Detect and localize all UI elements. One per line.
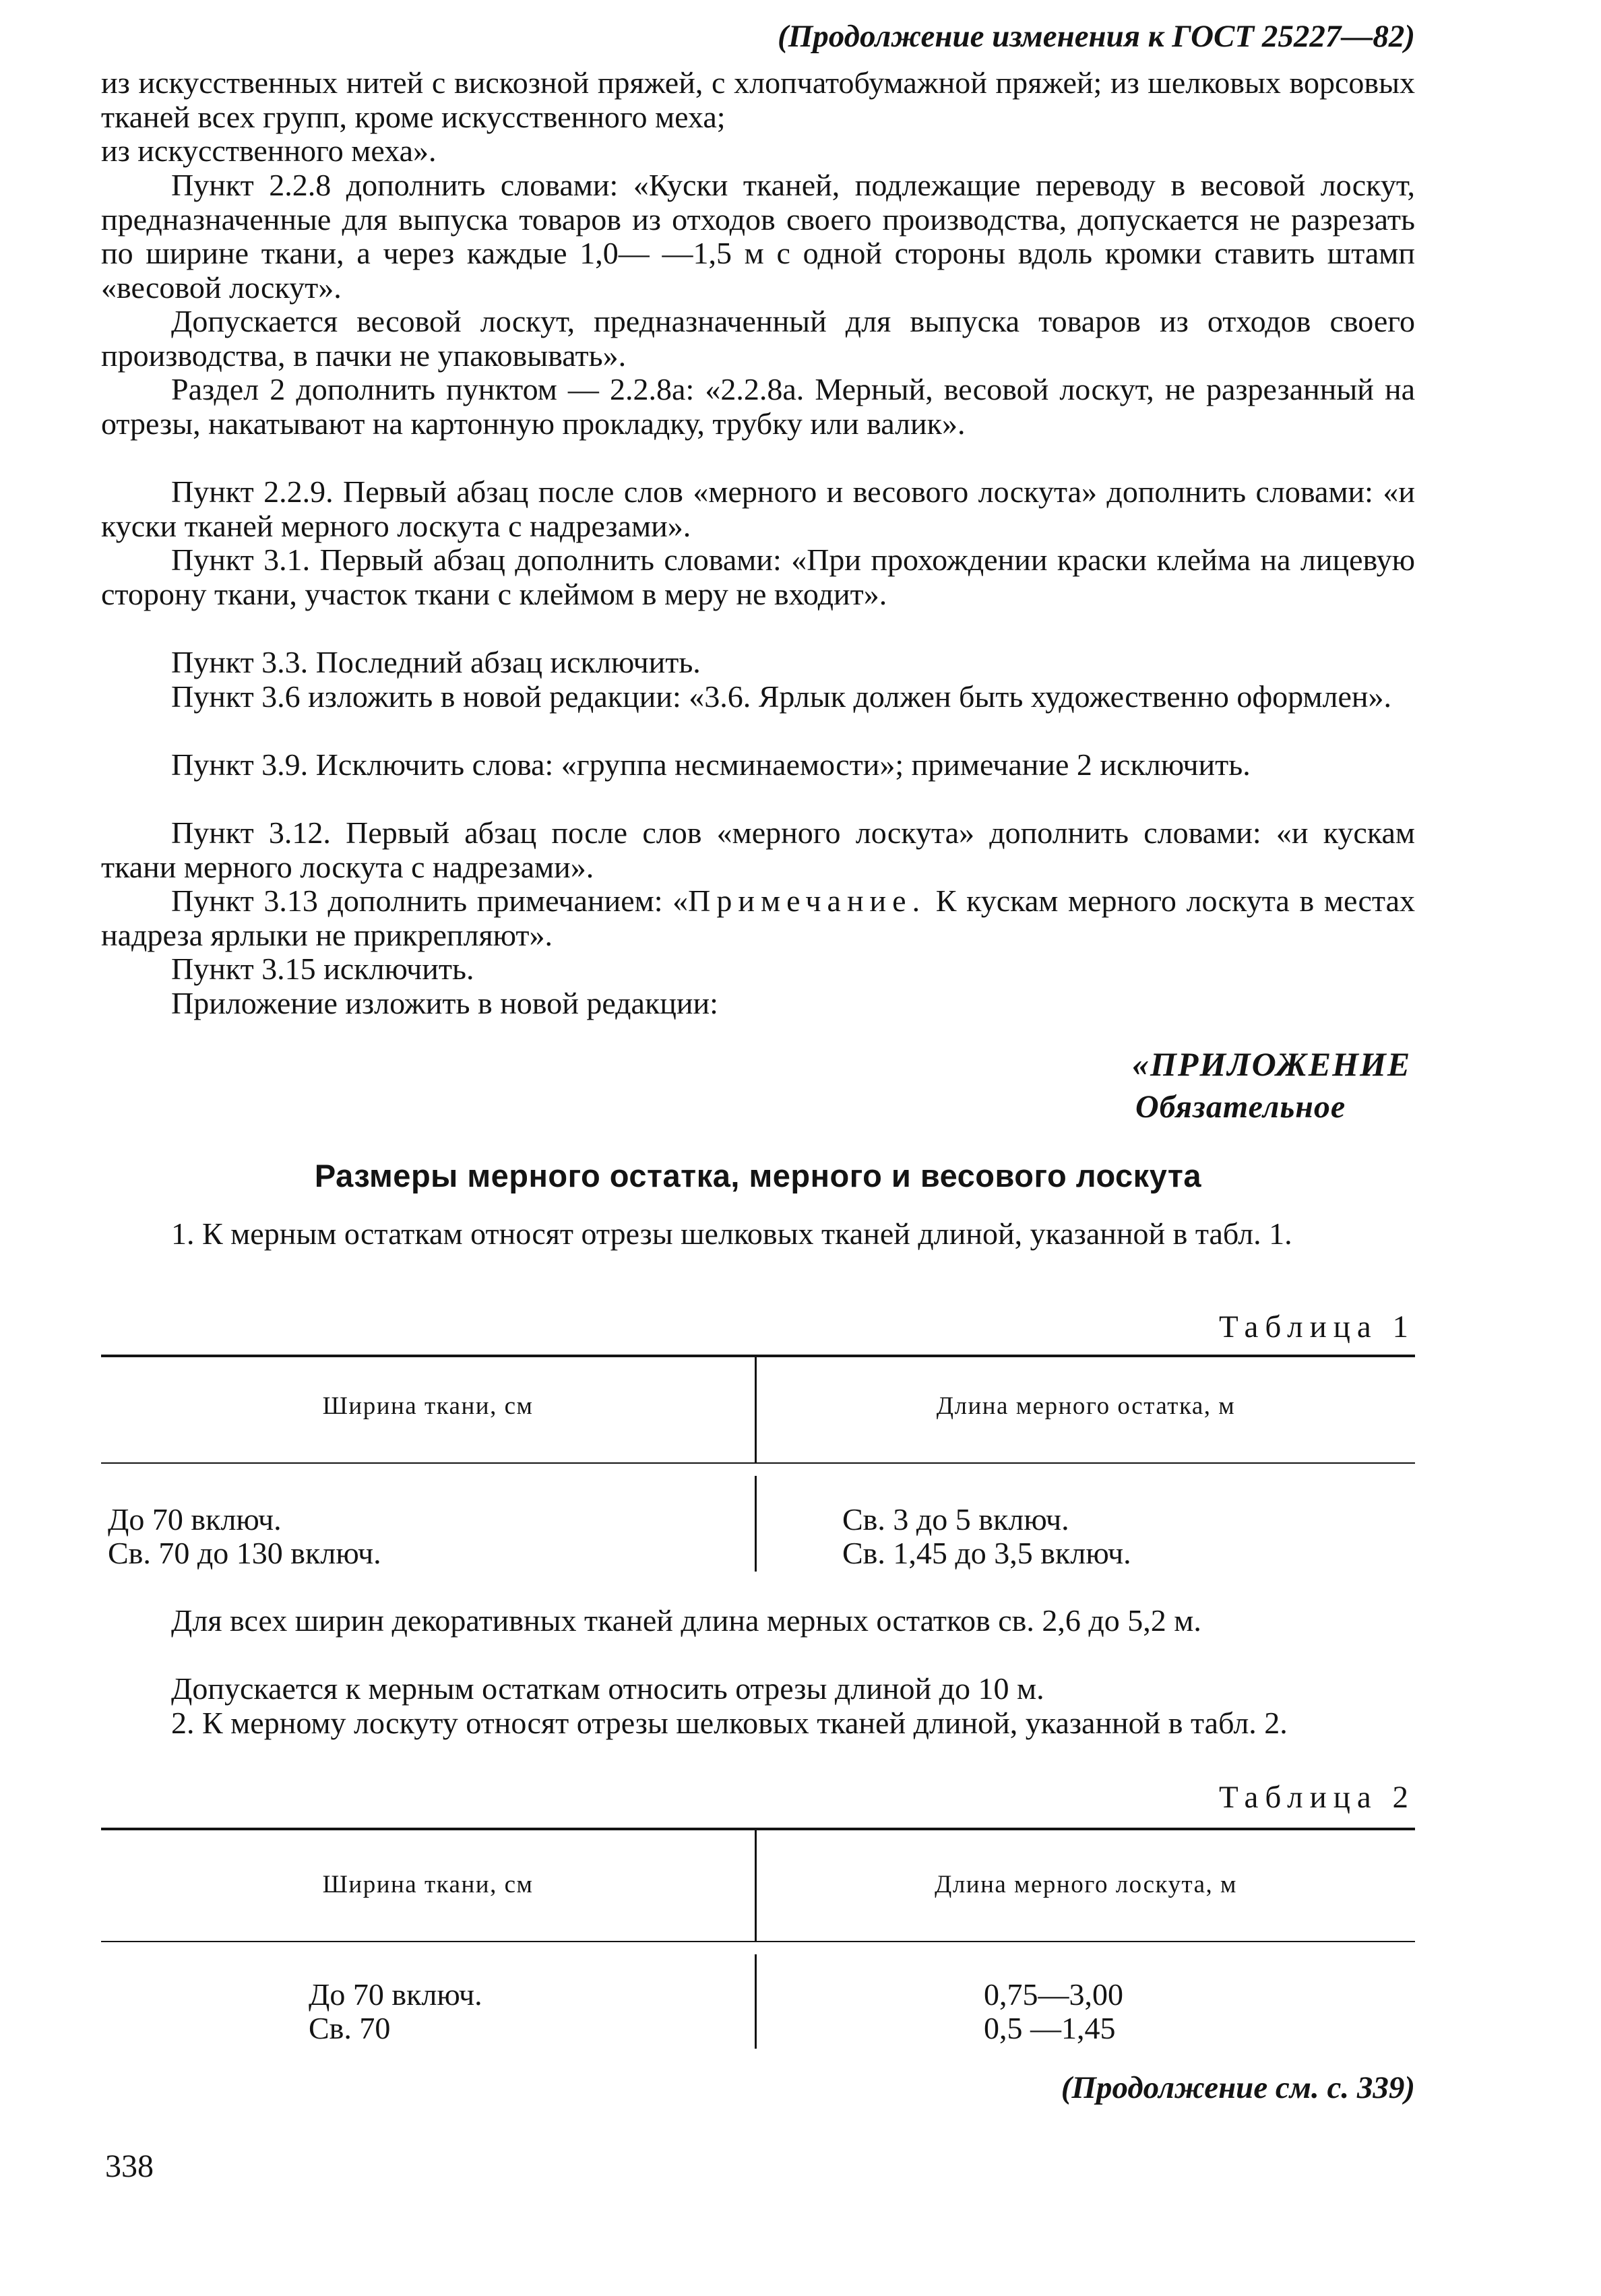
paragraph-section-2: Раздел 2 дополнить пунктом — 2.2.8а: «2.2.8а. Мерный, весовой лоскут, не разрезанный на отрезы, накатывают на картонную прокладку, трубку или валик». xyxy=(101,372,1415,441)
paragraph-2-2-8: Пункт 2.2.8 дополнить словами: «Куски тканей, подлежащие переводу в весовой лоскут, предназначенные для выпуска товаров из отходов своего производства, допускается не разрезать по ширине ткани, а через каждые 1,0— —1,5 м с одной стороны вдоль кромки ставить штамп «весовой лоскут». xyxy=(101,168,1415,305)
page-number: 338 xyxy=(105,2148,154,2184)
table-1-row-2-length: Св. 1,45 до 3,5 включ. xyxy=(842,1536,1131,1570)
paragraph-3-6: Пункт 3.6 изложить в новой редакции: «3.6. Ярлык должен быть художественно оформлен». xyxy=(171,679,1392,714)
paragraph-3-13-start: Пункт 3.13 дополнить примечанием: « xyxy=(171,883,689,918)
item-1: 1. К мерным остаткам относят отрезы шелковых тканей длиной, указанной в табл. 1. xyxy=(171,1216,1292,1251)
note-decorative: Для всех ширин декоративных тканей длина мерных остатков св. 2,6 до 5,2 м. xyxy=(171,1603,1201,1638)
item-2: 2. К мерному лоскуту относят отрезы шелковых тканей длиной, указанной в табл. 2. xyxy=(171,1706,1288,1740)
table-1-body-divider xyxy=(755,1476,757,1572)
table-1-header-rule xyxy=(101,1462,1415,1464)
table-2-top-rule xyxy=(101,1828,1415,1830)
appendix-title: Размеры мерного остатка, мерного и весового лоскута xyxy=(314,1158,1202,1193)
table-2-row-2-width: Св. 70 xyxy=(309,2011,391,2045)
table-2-row-2-length: 0,5 —1,45 xyxy=(984,2011,1116,2045)
paragraph-fabrics-list: из искусственных нитей с вискозной пряжей, с хлопчатобумажной пряжей; из шелковых ворсовых тканей всех групп, кроме искусственного меха; xyxy=(101,65,1415,134)
paragraph-3-15: Пункт 3.15 исключить. xyxy=(171,952,474,986)
table-1-row-1-length: Св. 3 до 5 включ. xyxy=(842,1502,1069,1537)
continuation-header: (Продолжение изменения к ГОСТ 25227—82) xyxy=(778,19,1415,54)
paragraph-3-3: Пункт 3.3. Последний абзац исключить. xyxy=(171,645,701,679)
paragraph-3-1: Пункт 3.1. Первый абзац дополнить словами: «При прохождении краски клейма на лицевую сторону ткани, участок ткани с клеймом в меру не входит». xyxy=(101,542,1415,611)
appendix-status: Обязательное xyxy=(1135,1089,1346,1125)
note-word: Примечание. xyxy=(688,883,927,918)
table-2-header-rule xyxy=(101,1941,1415,1942)
paragraph-weight-scrap: Допускается весовой лоскут, предназначенный для выпуска товаров из отходов своего производства, в пачки не упаковывать». xyxy=(101,304,1415,373)
paragraph-fabrics-list-end: из искусственного меха». xyxy=(101,133,437,168)
paragraph-3-13-end: К кускам мерного лоскута в местах надреза ярлыки не прикрепляют». xyxy=(101,883,1416,952)
paragraph-appendix-intro: Приложение изложить в новой редакции: xyxy=(171,986,718,1020)
table-1-header-width: Ширина ткани, см xyxy=(322,1392,534,1420)
table-2-row-1-length: 0,75—3,00 xyxy=(984,1977,1123,2012)
table-2-body-divider xyxy=(755,1954,757,2049)
paragraph-2-2-9: Пункт 2.2.9. Первый абзац после слов «мерного и весового лоскута» дополнить словами: «и куски тканей мерного лоскута с надрезами». xyxy=(101,474,1415,543)
table-1-row-1-width: До 70 включ. xyxy=(108,1502,282,1537)
appendix-label: «ПРИЛОЖЕНИЕ xyxy=(1132,1045,1412,1083)
table-2-header-length: Длина мерного лоскута, м xyxy=(935,1871,1237,1898)
note-10m: Допускается к мерным остаткам относить отрезы длиной до 10 м. xyxy=(171,1671,1044,1706)
table-1-caption: Таблица 1 xyxy=(1218,1309,1415,1344)
continued-footer: (Продолжение см. с. 339) xyxy=(1061,2070,1415,2105)
paragraph-3-12: Пункт 3.12. Первый абзац после слов «мерного лоскута» дополнить словами: «и кускам ткани мерного лоскута с надрезами». xyxy=(101,815,1415,884)
table-1-row-2-width: Св. 70 до 130 включ. xyxy=(108,1536,381,1570)
table-2-caption: Таблица 2 xyxy=(1218,1780,1415,1815)
table-1-header-length: Длина мерного остатка, м xyxy=(936,1392,1236,1420)
table-2-row-1-width: До 70 включ. xyxy=(309,1977,482,2012)
table-1-top-rule xyxy=(101,1355,1415,1357)
table-2-header-width: Ширина ткани, см xyxy=(322,1871,534,1898)
paragraph-3-13 xyxy=(101,884,1415,952)
paragraph-3-9: Пункт 3.9. Исключить слова: «группа несминаемости»; примечание 2 исключить. xyxy=(171,747,1251,782)
